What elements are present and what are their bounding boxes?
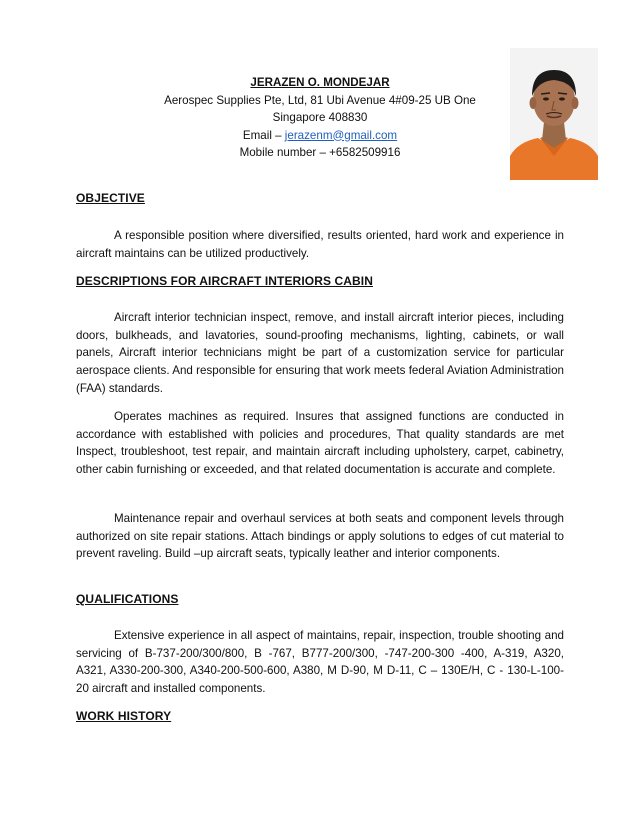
work-history-heading: WORK HISTORY [76,709,172,723]
descriptions-paragraph-3: Maintenance repair and overhaul services at both seats and component levels through authorized on site repair stations. Attach bindings or apply solutions to edges of cut material to prevent raveling. Build –up aircraft seats, typically leather and interior components. [76,512,564,561]
descriptions-paragraph-2: Operates machines as required. Insures that assigned functions are conducted in accordance with established with policies and procedures, That quality standards are met Inspect, troubleshoot, test repair, and maintain aircraft including upholstery, carpet, cabinetry, other cabin furnishing or exceeded, and that related documentation is accurate and complete. [76,410,564,477]
person-portrait-icon [510,48,598,180]
email-link[interactable]: jerazenm@gmail.com [284,128,398,142]
address-line-2: Singapore 408830 [272,111,368,124]
mobile-line: Mobile number – +6582509916 [239,146,401,159]
objective-heading: OBJECTIVE [76,191,145,205]
email-label: Email – [242,128,285,142]
descriptions-paragraph-1: Aircraft interior technician inspect, remove, and install aircraft interior pieces, including doors, bulkheads, and lavatories, sound-proofing mechanisms, lighting, cabinets, or wall panels, Aircraft interior technicians might be part of a customization service for particular aerospace clients. And responsible for ensuring that work meets federal Aviation Administration (FAA) standards. [76,311,564,395]
qualifications-heading: QUALIFICATIONS [76,592,179,606]
profile-photo [510,48,598,180]
applicant-name: JERAZEN O. MONDEJAR [250,76,390,89]
contact-header [120,74,520,162]
objective-paragraph: A responsible position where diversified, results oriented, hard work and experience in aircraft maintains can be utilized productively. [76,229,564,260]
address-line-1: Aerospec Supplies Pte, Ltd, 81 Ubi Avenue 4#09-25 UB One [164,93,476,107]
qualifications-paragraph: Extensive experience in all aspect of maintains, repair, inspection, trouble shooting and servicing of B-737-200/300/800, B -767, B777-200/300, -747-200-300 -400, A-319, A320, A321, A330-200-300, A340-200-500-600, A380, M D-90, M D-11, C – 130E/H, C - 130-L-100-20 aircraft and installed components. [76,629,564,696]
descriptions-heading: DESCRIPTIONS FOR AIRCRAFT INTERIORS CABIN [76,274,373,288]
email-line [120,127,520,145]
